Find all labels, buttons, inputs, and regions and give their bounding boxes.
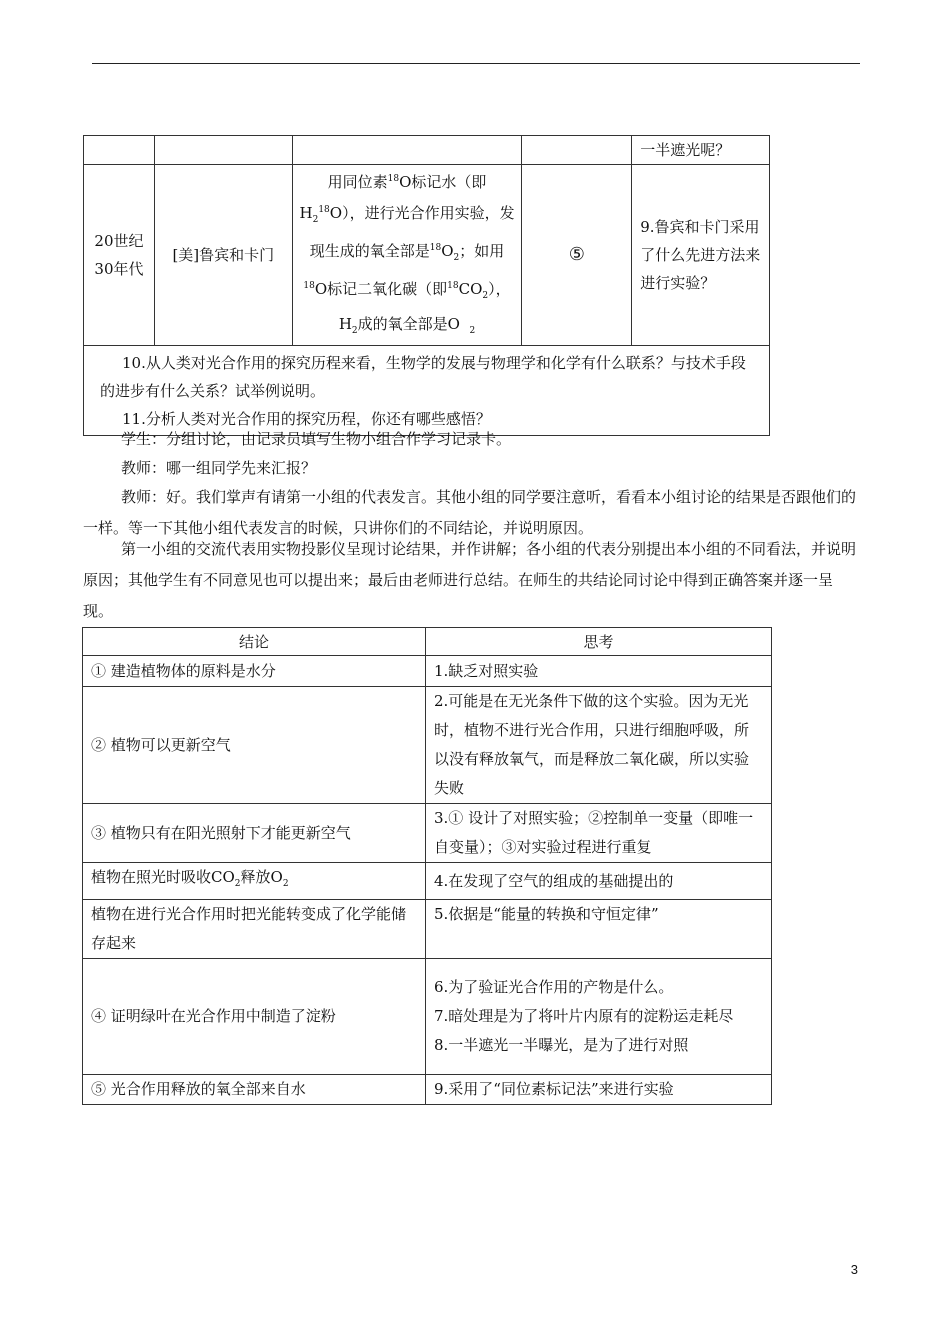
- question-11: 11.分析人类对光合作用的探究历程，你还有哪些感悟？: [122, 409, 491, 428]
- conclusion-cell: ⑤ 光合作用释放的氧全部来自水: [83, 1075, 426, 1105]
- table-row: [83, 656, 772, 687]
- paragraph-group-report: 第一小组的交流代表用实物投影仪呈现讨论结果，并作讲解；各小组的代表分别提出本小组的不同看法，并说明原因；其他学生有不同意见也可以提出来；最后由老师进行总结。在师生的共结论同讨论中得到正确答案并逐一呈现。: [83, 540, 857, 620]
- header-conclusion: 结论: [83, 628, 426, 656]
- history-table: [83, 135, 770, 436]
- table-row: [83, 687, 772, 804]
- conclusion-cell: ② 植物可以更新空气: [83, 687, 426, 804]
- table-row: [84, 136, 770, 165]
- cell: [84, 136, 155, 165]
- header-rule: [92, 63, 860, 64]
- thinking-cell: 5.依据是“能量的转换和守恒定律”: [426, 900, 772, 959]
- header-thinking: 思考: [426, 628, 772, 656]
- thinking-cell: 3.① 设计了对照实验；②控制单一变量（即唯一自变量）；③对实验过程进行重复: [426, 804, 772, 863]
- conclusion-cell: ④ 证明绿叶在光合作用中制造了淀粉: [83, 959, 426, 1075]
- table-row: [83, 1075, 772, 1105]
- thinking-line: 6.为了验证光合作用的产物是什么。: [434, 978, 674, 996]
- page-number: 3: [850, 1262, 858, 1277]
- thinking-cell: 4.在发现了空气的组成的基础提出的: [426, 863, 772, 900]
- cell: [522, 136, 632, 165]
- question-cell: 9.鲁宾和卡门采用了什么先进方法来进行实验？: [632, 165, 770, 346]
- cell: [292, 136, 522, 165]
- paragraph-student: 学生：分组讨论，由记录员填写生物小组合作学习记录卡。: [121, 430, 512, 448]
- question-cell: 一半遮光呢？: [632, 136, 770, 165]
- conclusion-cell: ① 建造植物体的原料是水分: [83, 656, 426, 687]
- discussion-cell: [84, 346, 770, 436]
- table-row: [84, 346, 770, 436]
- paragraph-teacher-question: 教师：哪一组同学先来汇报？: [121, 459, 317, 477]
- scientist-cell: [美]鲁宾和卡门: [154, 165, 292, 346]
- cell: [154, 136, 292, 165]
- thinking-cell: [426, 959, 772, 1075]
- method-cell: 用同位素$^{18}$O标记水（即$H_2^{18}O$），进行光合作用实验，发现生成的氧全部是$^{18}O_2$；如用$^{18}$O标记二氧化碳（即$^{18}CO_2$），$H_2$成的氧全部是O $_2$: [292, 165, 522, 346]
- era-cell: 20世纪30年代: [84, 165, 155, 346]
- table-row: [83, 900, 772, 959]
- question-10: 10.从人类对光合作用的探究历程来看，生物学的发展与物理学和化学有什么联系？与技术手段的进步有什么关系？试举例说明。: [100, 353, 746, 400]
- thinking-line: 7.暗处理是为了将叶片内原有的淀粉运走耗尽: [434, 1007, 734, 1025]
- answer-table: [82, 627, 772, 1105]
- table-header-row: [83, 628, 772, 656]
- table-row: [83, 804, 772, 863]
- thinking-cell: 2.可能是在无光条件下做的这个实验。因为无光时，植物不进行光合作用，只进行细胞呼吸，所以没有释放氧气，而是释放二氧化碳，所以实验失败: [426, 687, 772, 804]
- table-row: [83, 959, 772, 1075]
- paragraph-teacher-speech: 教师：好。我们掌声有请第一小组的代表发言。其他小组的同学要注意听，看看本小组讨论的结果是否跟他们的一样。等一下其他小组代表发言的时候，只讲你们的不同结论，并说明原因。: [83, 488, 857, 537]
- conclusion-cell: 植物在进行光合作用时把光能转变成了化学能储存起来: [83, 900, 426, 959]
- table-row: [83, 863, 772, 900]
- table-row: [84, 165, 770, 346]
- thinking-line: 8.一半遮光一半曝光，是为了进行对照: [434, 1036, 689, 1054]
- thinking-cell: 9.采用了“同位素标记法”来进行实验: [426, 1075, 772, 1105]
- conclusion-cell: ③ 植物只有在阳光照射下才能更新空气: [83, 804, 426, 863]
- thinking-cell: 1.缺乏对照实验: [426, 656, 772, 687]
- conclusion-cell: 植物在照光时吸收$CO_2$释放$O_2$: [83, 863, 426, 900]
- conclusion-cell: ⑤: [522, 165, 632, 346]
